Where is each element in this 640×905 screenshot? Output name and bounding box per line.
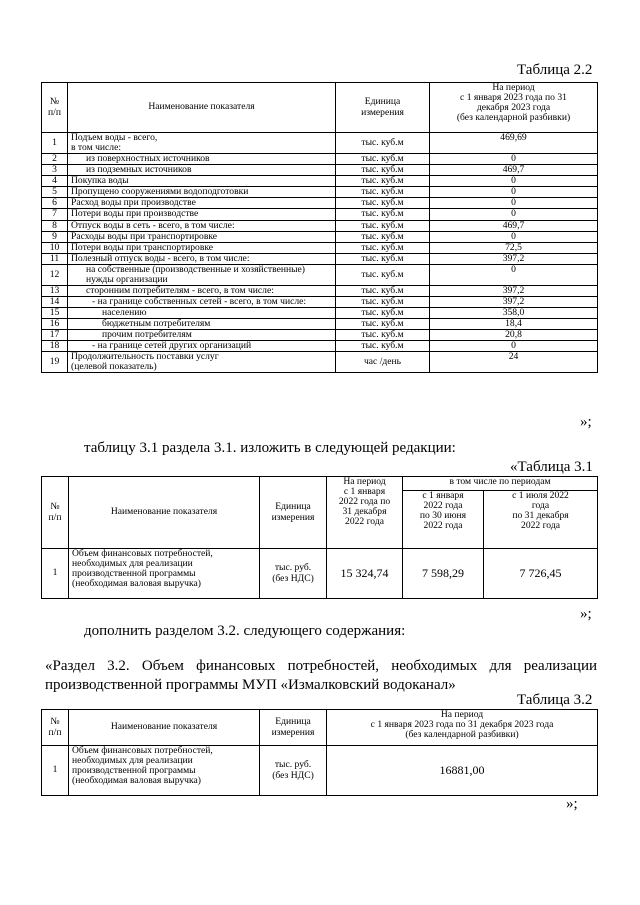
row-num: 4 xyxy=(42,176,68,187)
row-num: 8 xyxy=(42,220,68,231)
table-row xyxy=(42,242,598,253)
col-half2-header: с 1 июля 2022 года по 31 декабря 2022 года xyxy=(484,491,598,549)
col-period-header: На период с 1 января 2023 года по 31 декабря 2023 года (без календарной разбивки) xyxy=(430,83,598,133)
row-num: 13 xyxy=(42,285,68,296)
row-name: Объем финансовых потребностей, необходимых для реализации производственной программы (необходимая валовая выручка) xyxy=(69,746,260,796)
row-value: 72,5 xyxy=(430,242,598,253)
table-row xyxy=(42,352,598,373)
row-value: 16881,00 xyxy=(327,746,598,796)
table-row xyxy=(42,154,598,165)
table-row xyxy=(42,198,598,209)
row-num: 3 xyxy=(42,165,68,176)
table-3-2 xyxy=(41,709,598,796)
col-unit-header: Единица измерения xyxy=(260,710,327,746)
table-2-2-caption: Таблица 2.2 xyxy=(517,62,593,78)
row-total-value: 15 324,74 xyxy=(327,549,403,599)
row-name: Отпуск воды в сеть - всего, в том числе: xyxy=(68,220,336,231)
col-period-header: На период с 1 января 2022 года по 31 декабря 2022 года xyxy=(327,477,403,549)
row-num: 17 xyxy=(42,330,68,341)
col-period-header: На период с 1 января 2023 года по 31 декабря 2023 года (без календарной разбивки) xyxy=(327,710,598,746)
table-row xyxy=(42,165,598,176)
col-name-header: Наименование показателя xyxy=(68,83,336,133)
col-unit-header: Единица измерения xyxy=(260,477,327,549)
row-name: Объем финансовых потребностей, необходимых для реализации производственной программы (необходимая валовая выручка) xyxy=(69,549,260,599)
row-num: 1 xyxy=(42,549,69,599)
row-num: 19 xyxy=(42,352,68,373)
row-name: - на границе сетей других организаций xyxy=(68,341,336,352)
row-value: 469,7 xyxy=(430,165,598,176)
col-half1-header: с 1 января 2022 года по 30 июня 2022 года xyxy=(403,491,484,549)
row-half2-value: 7 726,45 xyxy=(484,549,598,599)
row-num: 1 xyxy=(42,133,68,154)
table-2-2-end: »; xyxy=(580,414,592,430)
col-num-header: № п/п xyxy=(42,477,69,549)
row-name: Пропущено сооружениями водоподготовки xyxy=(68,187,336,198)
table-row xyxy=(42,308,598,319)
row-name: Расход воды при производстве xyxy=(68,198,336,209)
row-name: бюджетным потребителям xyxy=(68,319,336,330)
row-value: 0 xyxy=(430,264,598,285)
table-row xyxy=(42,264,598,285)
row-num: 6 xyxy=(42,198,68,209)
row-unit: тыс. куб.м xyxy=(336,133,430,154)
table-row xyxy=(42,319,598,330)
col-name-header: Наименование показателя xyxy=(69,710,260,746)
row-name: сторонним потребителям - всего, в том числе: xyxy=(68,285,336,296)
table-row xyxy=(42,220,598,231)
row-unit: час /день xyxy=(336,352,430,373)
table-3-2-end: »; xyxy=(566,796,578,812)
row-unit: тыс. куб.м xyxy=(336,296,430,307)
row-value: 0 xyxy=(430,187,598,198)
row-value: 469,69 xyxy=(430,133,598,154)
table-3-1-end: »; xyxy=(580,606,592,622)
row-name: Потери воды при производстве xyxy=(68,209,336,220)
row-value: 18,4 xyxy=(430,319,598,330)
row-value: 0 xyxy=(430,154,598,165)
row-unit: тыс. руб. (без НДС) xyxy=(260,746,327,796)
row-value: 0 xyxy=(430,231,598,242)
row-name: на собственные (производственные и хозяйственные) нужды организации xyxy=(68,264,336,285)
row-unit: тыс. куб.м xyxy=(336,231,430,242)
paragraph-table-3-1-intro: таблицу 3.1 раздела 3.1. изложить в следующей редакции: xyxy=(84,440,456,456)
row-name: Расходы воды при транспортировке xyxy=(68,231,336,242)
col-incl-header: в том числе по периодам xyxy=(403,477,598,491)
row-value: 0 xyxy=(430,176,598,187)
table-row xyxy=(42,209,598,220)
row-num: 11 xyxy=(42,253,68,264)
table-3-2-caption: Таблица 3.2 xyxy=(517,692,593,708)
row-unit: тыс. куб.м xyxy=(336,308,430,319)
col-name-header: Наименование показателя xyxy=(69,477,260,549)
col-unit-header: Единица измерения xyxy=(336,83,430,133)
row-name: - на границе собственных сетей - всего, в том числе: xyxy=(68,296,336,307)
row-half1-value: 7 598,29 xyxy=(403,549,484,599)
row-unit: тыс. куб.м xyxy=(336,341,430,352)
row-num: 10 xyxy=(42,242,68,253)
section-3-2-heading: «Раздел 3.2. Объем финансовых потребностей, необходимых для реализации производственной программы МУП «Измалковский водоканал» xyxy=(45,658,597,693)
table-row xyxy=(42,231,598,242)
row-name: Покупка воды xyxy=(68,176,336,187)
row-value: 0 xyxy=(430,341,598,352)
row-unit: тыс. куб.м xyxy=(336,319,430,330)
row-value: 397,2 xyxy=(430,285,598,296)
row-num: 16 xyxy=(42,319,68,330)
table-3-1-caption: «Таблица 3.1 xyxy=(510,459,593,475)
table-2-2 xyxy=(41,82,598,373)
row-name: Подъем воды - всего, в том числе: xyxy=(68,133,336,154)
row-value: 24 xyxy=(430,352,598,373)
table-row xyxy=(42,285,598,296)
table-row xyxy=(42,341,598,352)
row-unit: тыс. куб.м xyxy=(336,187,430,198)
table-row xyxy=(42,330,598,341)
table-row xyxy=(42,176,598,187)
col-num-header: № п/п xyxy=(42,710,69,746)
row-unit: тыс. руб. (без НДС) xyxy=(260,549,327,599)
row-unit: тыс. куб.м xyxy=(336,209,430,220)
table-row xyxy=(42,133,598,154)
row-name: прочим потребителям xyxy=(68,330,336,341)
row-num: 14 xyxy=(42,296,68,307)
table-row xyxy=(42,253,598,264)
row-name: населению xyxy=(68,308,336,319)
row-num: 2 xyxy=(42,154,68,165)
row-name: Потери воды при транспортировке xyxy=(68,242,336,253)
row-unit: тыс. куб.м xyxy=(336,154,430,165)
row-name: из поверхностных источников xyxy=(68,154,336,165)
row-name: из подземных источников xyxy=(68,165,336,176)
row-value: 397,2 xyxy=(430,296,598,307)
row-num: 18 xyxy=(42,341,68,352)
row-value: 397,2 xyxy=(430,253,598,264)
row-unit: тыс. куб.м xyxy=(336,242,430,253)
row-unit: тыс. куб.м xyxy=(336,253,430,264)
row-unit: тыс. куб.м xyxy=(336,220,430,231)
row-num: 7 xyxy=(42,209,68,220)
row-unit: тыс. куб.м xyxy=(336,330,430,341)
row-value: 20,8 xyxy=(430,330,598,341)
row-name: Полезный отпуск воды - всего, в том числе: xyxy=(68,253,336,264)
row-unit: тыс. куб.м xyxy=(336,176,430,187)
row-name: Продолжительность поставки услуг (целевой показатель) xyxy=(68,352,336,373)
row-value: 469,7 xyxy=(430,220,598,231)
row-value: 0 xyxy=(430,198,598,209)
row-num: 9 xyxy=(42,231,68,242)
row-unit: тыс. куб.м xyxy=(336,198,430,209)
row-num: 15 xyxy=(42,308,68,319)
col-num-header: № п/п xyxy=(42,83,68,133)
row-num: 5 xyxy=(42,187,68,198)
row-num: 12 xyxy=(42,264,68,285)
table-3-1 xyxy=(41,476,598,599)
row-value: 0 xyxy=(430,209,598,220)
row-value: 358,0 xyxy=(430,308,598,319)
row-unit: тыс. куб.м xyxy=(336,165,430,176)
row-unit: тыс. куб.м xyxy=(336,285,430,296)
table-row xyxy=(42,296,598,307)
table-row xyxy=(42,187,598,198)
paragraph-section-3-2-intro: дополнить разделом 3.2. следующего содержания: xyxy=(84,623,406,639)
row-num: 1 xyxy=(42,746,69,796)
row-unit: тыс. куб.м xyxy=(336,264,430,285)
